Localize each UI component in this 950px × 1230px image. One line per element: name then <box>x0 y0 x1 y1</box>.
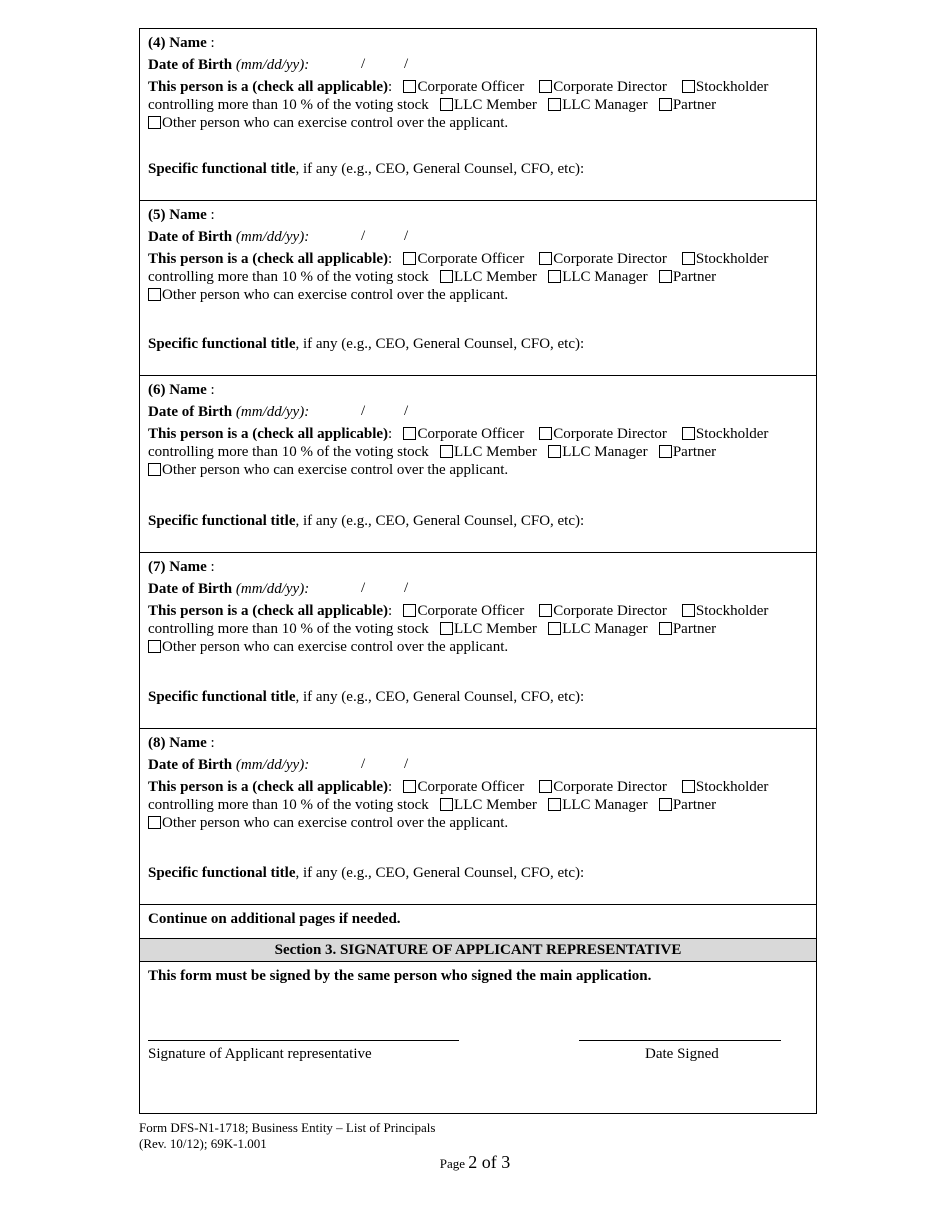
dob-slash-2: / <box>404 580 409 596</box>
llc-manager-checkbox[interactable] <box>548 270 561 283</box>
name-field[interactable] <box>215 33 615 47</box>
dob-slash-2: / <box>404 403 409 419</box>
principal-name-line: (4) Name : <box>148 33 808 52</box>
partner-checkbox[interactable] <box>659 445 672 458</box>
other-person-checkbox[interactable] <box>148 816 161 829</box>
footer-revision: (Rev. 10/12); 69K-1.001 <box>139 1136 267 1151</box>
llc-member-checkbox[interactable] <box>440 798 453 811</box>
continue-note: Continue on additional pages if needed. <box>140 905 816 939</box>
dob-field[interactable] <box>309 402 459 416</box>
dob-field[interactable] <box>309 579 459 593</box>
corporate-director-checkbox[interactable] <box>539 80 552 93</box>
corporate-officer-checkbox[interactable] <box>403 427 416 440</box>
principals-form <box>139 28 817 1114</box>
corporate-officer-checkbox[interactable] <box>403 80 416 93</box>
llc-member-checkbox[interactable] <box>440 270 453 283</box>
llc-manager-checkbox[interactable] <box>548 98 561 111</box>
signature-line[interactable] <box>148 1040 459 1041</box>
name-field[interactable] <box>215 380 615 394</box>
llc-manager-checkbox[interactable] <box>548 445 561 458</box>
principal-name-line: (7) Name : <box>148 557 808 576</box>
date-signed-line[interactable] <box>579 1040 781 1041</box>
dob-line: Date of Birth (mm/dd/yy): / / <box>148 402 808 421</box>
functional-title-field[interactable] <box>584 511 784 525</box>
stockholder-checkbox[interactable] <box>682 780 695 793</box>
functional-title-field[interactable] <box>584 334 784 348</box>
llc-member-checkbox[interactable] <box>440 98 453 111</box>
dob-slash-1: / <box>361 228 366 244</box>
functional-title-line: Specific functional title, if any (e.g., CEO, General Counsel, CFO, etc): <box>148 159 784 178</box>
functional-title-line: Specific functional title, if any (e.g., CEO, General Counsel, CFO, etc): <box>148 687 784 706</box>
dob-line: Date of Birth (mm/dd/yy): / / <box>148 755 808 774</box>
stockholder-checkbox[interactable] <box>682 427 695 440</box>
functional-title-field[interactable] <box>584 863 784 877</box>
corporate-director-checkbox[interactable] <box>539 780 552 793</box>
functional-title-field[interactable] <box>584 687 784 701</box>
dob-slash-1: / <box>361 56 366 72</box>
role-line-3: Other person who can exercise control over the applicant. <box>148 814 808 832</box>
dob-line: Date of Birth (mm/dd/yy): / / <box>148 55 808 74</box>
role-line-1: This person is a (check all applicable): Corporate Officer Corporate Director Stockholder <box>148 426 769 442</box>
footer-form-id: Form DFS-N1-1718; Business Entity – List of Principals <box>139 1120 436 1135</box>
role-line-2: controlling more than 10 % of the voting stock LLC Member LLC Manager Partner <box>148 97 717 113</box>
partner-checkbox[interactable] <box>659 622 672 635</box>
other-person-checkbox[interactable] <box>148 463 161 476</box>
stockholder-checkbox[interactable] <box>682 604 695 617</box>
role-line-3: Other person who can exercise control over the applicant. <box>148 638 808 656</box>
date-signed-label: Date Signed <box>645 1046 719 1062</box>
functional-title-line: Specific functional title, if any (e.g., CEO, General Counsel, CFO, etc): <box>148 511 784 530</box>
role-line-1: This person is a (check all applicable): Corporate Officer Corporate Director Stockholder <box>148 79 769 95</box>
corporate-director-checkbox[interactable] <box>539 427 552 440</box>
dob-slash-1: / <box>361 403 366 419</box>
principal-block <box>140 201 816 376</box>
corporate-officer-checkbox[interactable] <box>403 252 416 265</box>
llc-member-checkbox[interactable] <box>440 445 453 458</box>
principal-name-line: (8) Name : <box>148 733 808 752</box>
functional-title-line: Specific functional title, if any (e.g., CEO, General Counsel, CFO, etc): <box>148 334 784 353</box>
principal-name-line: (5) Name : <box>148 205 808 224</box>
page-number: Page 2 of 3 <box>439 1152 511 1172</box>
role-line-2: controlling more than 10 % of the voting stock LLC Member LLC Manager Partner <box>148 269 717 285</box>
partner-checkbox[interactable] <box>659 98 672 111</box>
signature-note: This form must be signed by the same person who signed the main application. <box>148 968 652 984</box>
signature-label: Signature of Applicant representative <box>148 1046 372 1062</box>
section3-header: Section 3. SIGNATURE OF APPLICANT REPRESENTATIVE <box>140 939 816 962</box>
form-footer <box>139 1120 435 1152</box>
role-line-2: controlling more than 10 % of the voting stock LLC Member LLC Manager Partner <box>148 444 717 460</box>
other-person-checkbox[interactable] <box>148 116 161 129</box>
dob-line: Date of Birth (mm/dd/yy): / / <box>148 227 808 246</box>
partner-checkbox[interactable] <box>659 270 672 283</box>
dob-slash-2: / <box>404 56 409 72</box>
signature-area <box>140 962 816 1112</box>
principal-block <box>140 553 816 729</box>
other-person-checkbox[interactable] <box>148 640 161 653</box>
corporate-officer-checkbox[interactable] <box>403 604 416 617</box>
principal-name-line: (6) Name : <box>148 380 808 399</box>
corporate-officer-checkbox[interactable] <box>403 780 416 793</box>
dob-slash-2: / <box>404 228 409 244</box>
role-line-3: Other person who can exercise control over the applicant. <box>148 286 808 304</box>
partner-checkbox[interactable] <box>659 798 672 811</box>
role-line-1: This person is a (check all applicable): Corporate Officer Corporate Director Stockholder <box>148 251 769 267</box>
role-line-1: This person is a (check all applicable): Corporate Officer Corporate Director Stockholder <box>148 779 769 795</box>
principal-block <box>140 29 816 201</box>
role-line-2: controlling more than 10 % of the voting stock LLC Member LLC Manager Partner <box>148 621 717 637</box>
llc-manager-checkbox[interactable] <box>548 798 561 811</box>
stockholder-checkbox[interactable] <box>682 252 695 265</box>
principal-block <box>140 729 816 905</box>
dob-slash-1: / <box>361 580 366 596</box>
stockholder-checkbox[interactable] <box>682 80 695 93</box>
role-line-1: This person is a (check all applicable): Corporate Officer Corporate Director Stockholder <box>148 603 769 619</box>
role-line-3: Other person who can exercise control over the applicant. <box>148 114 808 132</box>
dob-field[interactable] <box>309 55 459 69</box>
principals-list <box>140 29 816 905</box>
dob-field[interactable] <box>309 755 459 769</box>
role-line-3: Other person who can exercise control over the applicant. <box>148 461 808 479</box>
corporate-director-checkbox[interactable] <box>539 604 552 617</box>
dob-slash-1: / <box>361 756 366 772</box>
llc-manager-checkbox[interactable] <box>548 622 561 635</box>
functional-title-field[interactable] <box>584 159 784 173</box>
llc-member-checkbox[interactable] <box>440 622 453 635</box>
other-person-checkbox[interactable] <box>148 288 161 301</box>
name-field[interactable] <box>215 733 615 747</box>
dob-slash-2: / <box>404 756 409 772</box>
functional-title-line: Specific functional title, if any (e.g., CEO, General Counsel, CFO, etc): <box>148 863 784 882</box>
dob-field[interactable] <box>309 227 459 241</box>
corporate-director-checkbox[interactable] <box>539 252 552 265</box>
dob-line: Date of Birth (mm/dd/yy): / / <box>148 579 808 598</box>
role-line-2: controlling more than 10 % of the voting stock LLC Member LLC Manager Partner <box>148 797 717 813</box>
name-field[interactable] <box>215 205 615 219</box>
principal-block <box>140 376 816 553</box>
name-field[interactable] <box>215 557 615 571</box>
